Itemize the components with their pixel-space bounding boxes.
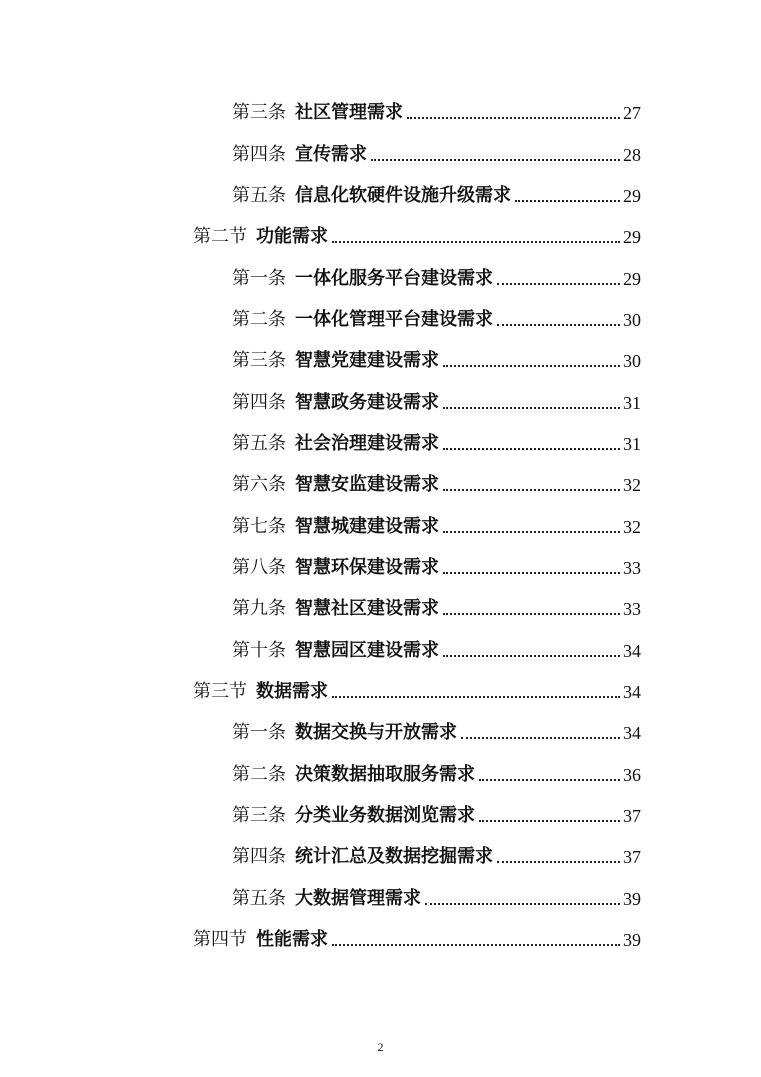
toc-entry-title: 功能需求 <box>256 226 328 247</box>
toc-entry-title: 性能需求 <box>256 929 328 950</box>
toc-entry-number: 第五条 <box>232 433 286 454</box>
toc-entry-page: 32 <box>623 475 641 495</box>
toc-entry-number: 第八条 <box>232 557 286 578</box>
toc-entry-title: 社会治理建设需求 <box>295 433 439 454</box>
toc-entry-title: 统计汇总及数据挖掘需求 <box>295 846 493 867</box>
toc-entry[interactable] <box>232 303 641 331</box>
toc-entry[interactable] <box>232 96 641 124</box>
toc-entry-number: 第一条 <box>232 268 286 289</box>
toc-entry[interactable] <box>232 840 641 868</box>
toc-entry-title: 智慧政务建设需求 <box>295 392 439 413</box>
toc-entry-page: 36 <box>623 765 641 785</box>
toc-entry-page: 30 <box>623 351 641 371</box>
toc-entry-title: 大数据管理需求 <box>295 888 421 909</box>
toc-entry[interactable] <box>232 179 641 207</box>
toc-entry-title: 一体化服务平台建设需求 <box>295 268 493 289</box>
toc-entry-title: 社区管理需求 <box>295 102 403 123</box>
toc-entry-section[interactable] <box>193 220 641 248</box>
toc-entry-title: 智慧园区建设需求 <box>295 640 439 661</box>
toc-entry-number: 第四条 <box>232 144 286 165</box>
toc-entry[interactable] <box>232 262 641 290</box>
toc-entry-number: 第三条 <box>232 805 286 826</box>
toc-entry-section[interactable] <box>193 923 641 951</box>
toc-entry-page: 30 <box>623 310 641 330</box>
toc-entry-page: 31 <box>623 434 641 454</box>
toc-entry-number: 第九条 <box>232 598 286 619</box>
toc-entry-number: 第四节 <box>193 929 247 950</box>
toc-entry-number: 第五条 <box>232 888 286 909</box>
toc-entry-page: 29 <box>623 227 641 247</box>
dot-leader <box>407 117 620 119</box>
dot-leader <box>497 861 620 863</box>
dot-leader <box>371 159 620 161</box>
toc-entry[interactable] <box>232 634 641 662</box>
dot-leader <box>443 448 620 450</box>
toc-entry[interactable] <box>232 882 641 910</box>
toc-entry[interactable] <box>232 427 641 455</box>
toc-entry[interactable] <box>232 468 641 496</box>
dot-leader <box>461 737 620 739</box>
toc-entry[interactable] <box>232 138 641 166</box>
dot-leader <box>443 572 620 574</box>
toc-entry-title: 智慧党建建设需求 <box>295 350 439 371</box>
toc-entry-title: 信息化软硬件设施升级需求 <box>295 185 511 206</box>
toc-entry-page: 39 <box>623 930 641 950</box>
toc-entry[interactable] <box>232 758 641 786</box>
toc-entry-title: 宣传需求 <box>295 144 367 165</box>
dot-leader <box>497 283 620 285</box>
toc-entry-page: 34 <box>623 682 641 702</box>
toc-entry-title: 数据交换与开放需求 <box>295 722 457 743</box>
dot-leader <box>425 903 620 905</box>
toc-entry-number: 第五条 <box>232 185 286 206</box>
toc-entry[interactable] <box>232 510 641 538</box>
dot-leader <box>443 365 620 367</box>
toc-entry-number: 第四条 <box>232 846 286 867</box>
toc-entry-number: 第三条 <box>232 102 286 123</box>
toc-entry-number: 第一条 <box>232 722 286 743</box>
toc-entry-page: 32 <box>623 517 641 537</box>
toc-entry-title: 智慧环保建设需求 <box>295 557 439 578</box>
toc-entry-title: 分类业务数据浏览需求 <box>295 805 475 826</box>
toc-entry[interactable] <box>232 551 641 579</box>
toc-entry-number: 第二条 <box>232 764 286 785</box>
toc-entry-page: 34 <box>623 723 641 743</box>
dot-leader <box>332 696 620 698</box>
toc-entry-page: 37 <box>623 847 641 867</box>
toc-entry[interactable] <box>232 344 641 372</box>
dot-leader <box>443 655 620 657</box>
toc-entry-title: 决策数据抽取服务需求 <box>295 764 475 785</box>
dot-leader <box>443 407 620 409</box>
toc-entry-number: 第十条 <box>232 640 286 661</box>
toc-entry-number: 第三节 <box>193 681 247 702</box>
toc-entry-number: 第四条 <box>232 392 286 413</box>
toc-entry[interactable] <box>232 799 641 827</box>
dot-leader <box>443 489 620 491</box>
toc-entry-page: 27 <box>623 103 641 123</box>
dot-leader <box>479 820 620 822</box>
toc-entry[interactable] <box>232 592 641 620</box>
dot-leader <box>332 241 620 243</box>
dot-leader <box>515 200 620 202</box>
toc-entry-page: 29 <box>623 269 641 289</box>
toc-entry-title: 智慧安监建设需求 <box>295 474 439 495</box>
dot-leader <box>479 779 620 781</box>
toc-entry-page: 29 <box>623 186 641 206</box>
toc-entry-title: 智慧城建建设需求 <box>295 516 439 537</box>
toc-entry-page: 37 <box>623 806 641 826</box>
toc-entry-page: 33 <box>623 599 641 619</box>
toc-entry-number: 第二条 <box>232 309 286 330</box>
toc-entry-title: 智慧社区建设需求 <box>295 598 439 619</box>
toc-entry-page: 33 <box>623 558 641 578</box>
page-number: 2 <box>377 1040 384 1054</box>
toc-entry-title: 数据需求 <box>256 681 328 702</box>
toc-entry-page: 28 <box>623 145 641 165</box>
toc-entry-number: 第二节 <box>193 226 247 247</box>
dot-leader <box>332 944 620 946</box>
toc-entry-title: 一体化管理平台建设需求 <box>295 309 493 330</box>
toc-entry[interactable] <box>232 716 641 744</box>
toc-entry-number: 第七条 <box>232 516 286 537</box>
dot-leader <box>443 613 620 615</box>
toc-entry-page: 39 <box>623 889 641 909</box>
toc-entry-number: 第三条 <box>232 350 286 371</box>
dot-leader <box>497 324 620 326</box>
toc-entry-page: 34 <box>623 641 641 661</box>
toc-entry-number: 第六条 <box>232 474 286 495</box>
toc-entry[interactable] <box>232 386 641 414</box>
dot-leader <box>443 531 620 533</box>
toc-entry-page: 31 <box>623 393 641 413</box>
toc-entry-section[interactable] <box>193 675 641 703</box>
